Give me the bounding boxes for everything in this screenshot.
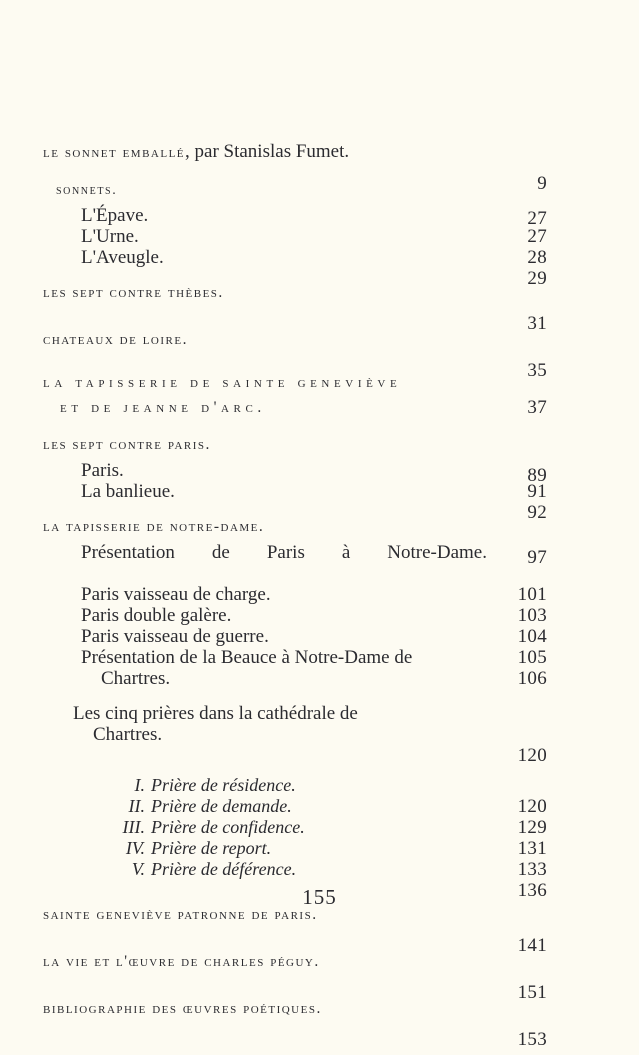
toc-entry-la-vie-et-loeuvre[interactable] bbox=[43, 946, 547, 1003]
toc-entry-title-line1: Les cinq prières dans la cathédrale de bbox=[73, 703, 358, 724]
toc-entry-title-line2: et de jeanne d'arc. bbox=[60, 399, 266, 416]
toc-entry-numeral: IV. bbox=[125, 838, 145, 858]
toc-entry-chateaux-de-loire[interactable] bbox=[43, 324, 547, 381]
toc-entry-presentation-de-la-beauce[interactable] bbox=[43, 647, 547, 689]
toc-entry-page: 105 bbox=[517, 647, 547, 668]
toc-entry-title bbox=[101, 796, 547, 817]
toc-entry-title bbox=[81, 647, 547, 689]
toc-entry-page: 151 bbox=[517, 982, 547, 1003]
toc-entry-title-text: Prière de confidence. bbox=[151, 817, 305, 837]
toc-entry-title: L'Épave. bbox=[81, 205, 149, 226]
toc-entry-title: L'Aveugle. bbox=[81, 247, 164, 268]
toc-entry-title-line2: Chartres. bbox=[93, 724, 163, 745]
toc-entry-title-line1: la tapisserie de sainte geneviève bbox=[43, 374, 402, 391]
toc-entry-page: 91 bbox=[527, 481, 547, 502]
toc-entry-title: Paris vaisseau de charge. bbox=[81, 584, 271, 605]
toc-entry-title: L'Urne. bbox=[81, 226, 139, 247]
toc-entry-title: Paris vaisseau de guerre. bbox=[81, 626, 269, 647]
toc-entry-page: 131 bbox=[517, 838, 547, 859]
toc-entry-numeral: V. bbox=[131, 859, 145, 879]
toc-entry-title: chateaux de loire. bbox=[43, 331, 188, 348]
toc-entry-page: 103 bbox=[517, 605, 547, 626]
toc-entry-title-text: Prière de déférence. bbox=[151, 859, 297, 879]
toc-entry-title bbox=[43, 136, 547, 168]
toc-entry-title-caps: le sonnet emballé bbox=[43, 144, 186, 161]
toc-entry-title-text: Prière de report. bbox=[151, 838, 272, 858]
toc-entry-title bbox=[101, 775, 547, 796]
toc-entry-page: 27 bbox=[527, 226, 547, 247]
toc-entry-tapisserie-sainte-genevieve[interactable] bbox=[43, 370, 547, 420]
toc-entry-page: 9 bbox=[537, 173, 547, 194]
toc-entry-les-cinq-prieres[interactable] bbox=[43, 703, 547, 766]
toc-entry-page: 37 bbox=[527, 397, 547, 418]
toc-entry-title-author: , par Stanislas Fumet. bbox=[185, 141, 350, 162]
toc-entry-numeral: III. bbox=[122, 817, 145, 837]
toc-entry-title: bibliographie des œuvres poétiques. bbox=[43, 1000, 322, 1017]
toc-entry-title: La banlieue. bbox=[81, 481, 175, 502]
toc-entry-numeral: II. bbox=[128, 796, 145, 816]
toc-entry-page: 89 bbox=[527, 465, 547, 486]
toc-entry-page: 104 bbox=[517, 626, 547, 647]
toc-entry-title-text: Prière de demande. bbox=[151, 796, 292, 816]
toc-entry-title: les sept contre thèbes. bbox=[43, 284, 224, 301]
toc-entry-title: Paris double galère. bbox=[81, 605, 232, 626]
toc-entry-title-text: Prière de résidence. bbox=[151, 775, 296, 795]
toc-entry-title: les sept contre paris. bbox=[43, 436, 211, 453]
toc-entry-title bbox=[43, 370, 547, 420]
toc-entry-page: 120 bbox=[517, 796, 547, 817]
toc-entry-page: 29 bbox=[527, 268, 547, 289]
toc-entry-la-banlieue[interactable] bbox=[43, 481, 547, 523]
toc-entry-title-line1: Présentation de la Beauce à Notre-Dame de bbox=[81, 647, 413, 668]
toc-entry-title bbox=[101, 817, 547, 838]
toc-entry-bibliographie[interactable] bbox=[43, 993, 547, 1050]
toc-entry-numeral: I. bbox=[134, 775, 145, 795]
toc-entry-page: 129 bbox=[517, 817, 547, 838]
toc-entry-title bbox=[101, 838, 547, 859]
toc-entry-page: 133 bbox=[517, 859, 547, 880]
toc-entry-page: 136 bbox=[517, 880, 547, 901]
toc-entry-title-line2: Chartres. bbox=[101, 668, 171, 689]
toc-entry-les-sept-contre-paris[interactable] bbox=[43, 429, 547, 486]
page-folio: 155 bbox=[302, 885, 337, 909]
toc-entry-page: 120 bbox=[517, 745, 547, 766]
toc-entry-page: 106 bbox=[517, 668, 547, 689]
toc-entry-title: sonnets. bbox=[56, 183, 118, 198]
toc-entry-page: 28 bbox=[527, 247, 547, 268]
toc-entry-laveugle[interactable] bbox=[43, 247, 547, 289]
toc-entry-title bbox=[101, 859, 547, 880]
toc-entry-title: Paris. bbox=[81, 460, 124, 481]
toc-entry-page: 35 bbox=[527, 360, 547, 381]
toc-entry-page: 97 bbox=[527, 547, 547, 568]
toc-entry-page: 92 bbox=[527, 502, 547, 523]
toc-entry-title: sainte geneviève patronne de paris. bbox=[43, 906, 318, 923]
toc-entry-les-sept-contre-thebes[interactable] bbox=[43, 277, 547, 334]
toc-entry-page: 141 bbox=[517, 935, 547, 956]
toc-entry-page: 27 bbox=[527, 208, 547, 229]
toc-entry-title: la vie et l'œuvre de charles péguy. bbox=[43, 953, 320, 970]
toc-entry-page: 153 bbox=[517, 1029, 547, 1050]
toc-entry-title: la tapisserie de notre-dame. bbox=[43, 518, 265, 535]
toc-entry-title bbox=[73, 703, 547, 766]
toc-entry-page: 31 bbox=[527, 313, 547, 334]
toc-entry-page: 101 bbox=[517, 584, 547, 605]
toc-entry-title: Présentation de Paris à Notre-Dame. bbox=[81, 542, 487, 563]
